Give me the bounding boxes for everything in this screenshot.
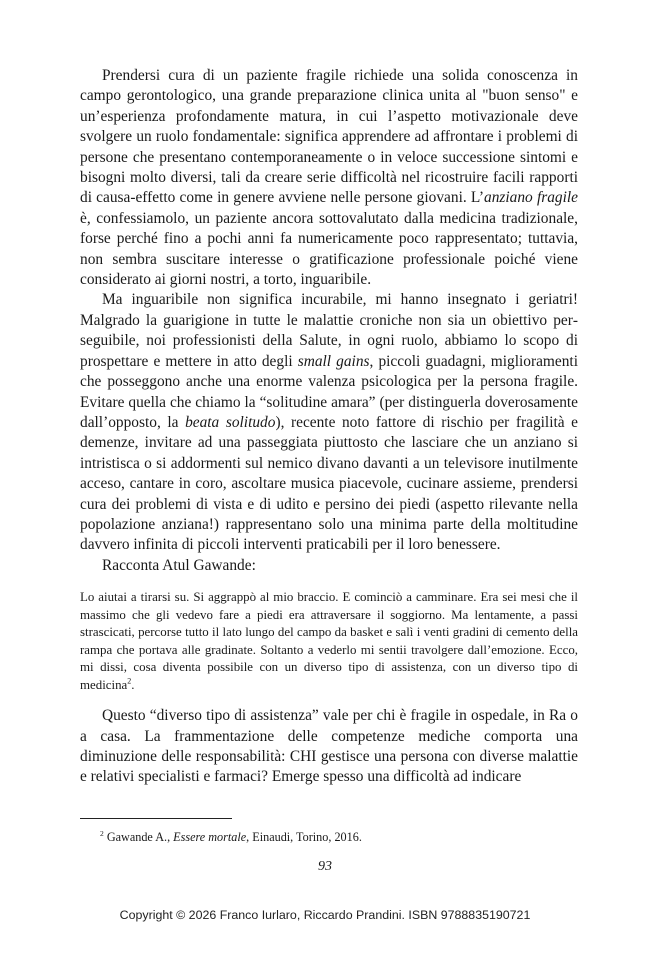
- copyright-notice: Copyright © 2026 Franco Iurlaro, Riccardo Prandini. ISBN 9788835190721: [119, 908, 531, 922]
- page-number: 93: [318, 859, 332, 874]
- body-paragraph: Racconta Atul Gawande:: [102, 556, 256, 574]
- body-paragraph: Prendersi cura di un paziente fragile richiede una solida conoscenza in campo gerontologico, una grande preparazione clinica unita al "buon senso" e un’esperienza profondamente matura, in cui l’aspetto motivazionale deve svolgere un ruolo fondamentale: significa apprendere ad affrontare i problemi di persone che presentano contemporaneamente o in veloce successione sintomi e bisogni molto diversi, tali da creare serie difficoltà nel ricostruire facili rapporti di causa-effetto come in genere avviene nelle persone giovani. L’anziano fragile è, confessiamolo, un paziente ancora sottovalutato dalla medicina tradizionale, forse perché fino a pochi anni fa numericamente poco rappresentato; tuttavia, non sembra suscitare interesse o gratificazione professionale poiché viene considerato ai giorni nostri, a torto, inguaribile.: [80, 67, 578, 289]
- footnote-reference[interactable]: 2: [127, 676, 132, 686]
- italic-term: small gains: [297, 352, 370, 370]
- footnote-title: Essere mortale: [173, 830, 247, 844]
- page-body: [80, 66, 578, 788]
- body-paragraph: Questo “diverso tipo di assistenza” vale per chi è fragile in ospedale, in Ra o a casa. La frammentazione delle competenze mediche comporta una diminuzione delle responsabilità: CHI gestisce una persona con diverse malattie e relativi specialisti e farmaci? Emerge spesso una difficoltà ad indicare: [80, 707, 578, 786]
- footnote-number: 2: [100, 828, 104, 838]
- italic-term: anziano fragile: [484, 189, 578, 207]
- block-quote: Lo aiutai a tirarsi su. Si aggrappò al mio braccio. E cominciò a camminare. Era sei mesi che il massimo che gli vedevo fare a piedi era attraversare il soggiorno. Ma lentamente, a passi strascicati, percorse tutto il lato lungo del campo da basket e salì i venti gradini di cemento della rampa che portava alle gradinate. Soltanto a vederlo mi sentii travolgere dall’emozione. Ecco, mi dissi, cosa diventa possibile con un diverso tipo di assistenza, con un diverso tipo di medicina$^2$.: [80, 590, 578, 692]
- footnote-separator: [80, 818, 232, 819]
- body-paragraph: Ma inguaribile non significa incurabile, mi hanno insegnato i geriatri! Malgrado la guarigione in tutte le malattie croniche non sia un obiettivo perseguibile, noi professionisti della Salute, in ogni ruolo, abbiamo lo scopo di prospettare e mettere in atto degli small gains, piccoli guadagni, miglioramenti che posseggono anche una enorme valenza psicologica per la persona fragile. Evitare quella che chiamo la “solitudine amara” (per distinguerla doverosamente dall’opposto, la beata solitudo), recente noto fattore di rischio per fragilità e demenze, invitare ad una passeggiata piuttosto che lasciare che un anziano si intristisca o si addormenti sul nemico divano davanti a un televisore inutilmente acceso, cantare in coro, ascoltare musica piacevole, cucinare assieme, prendersi cura dei problemi di vista e di udito e persino dei piedi (aspetto rilevante nella popolazione anziana!) rappresentano solo una minima parte della moltitudine davvero infinita di piccoli interventi praticabili per il loro benessere.: [80, 291, 578, 554]
- italic-term: beata solitudo: [185, 413, 276, 431]
- footnote: $^2$ Gawande A., Essere mortale, Einaudi, Torino, 2016.: [100, 828, 362, 844]
